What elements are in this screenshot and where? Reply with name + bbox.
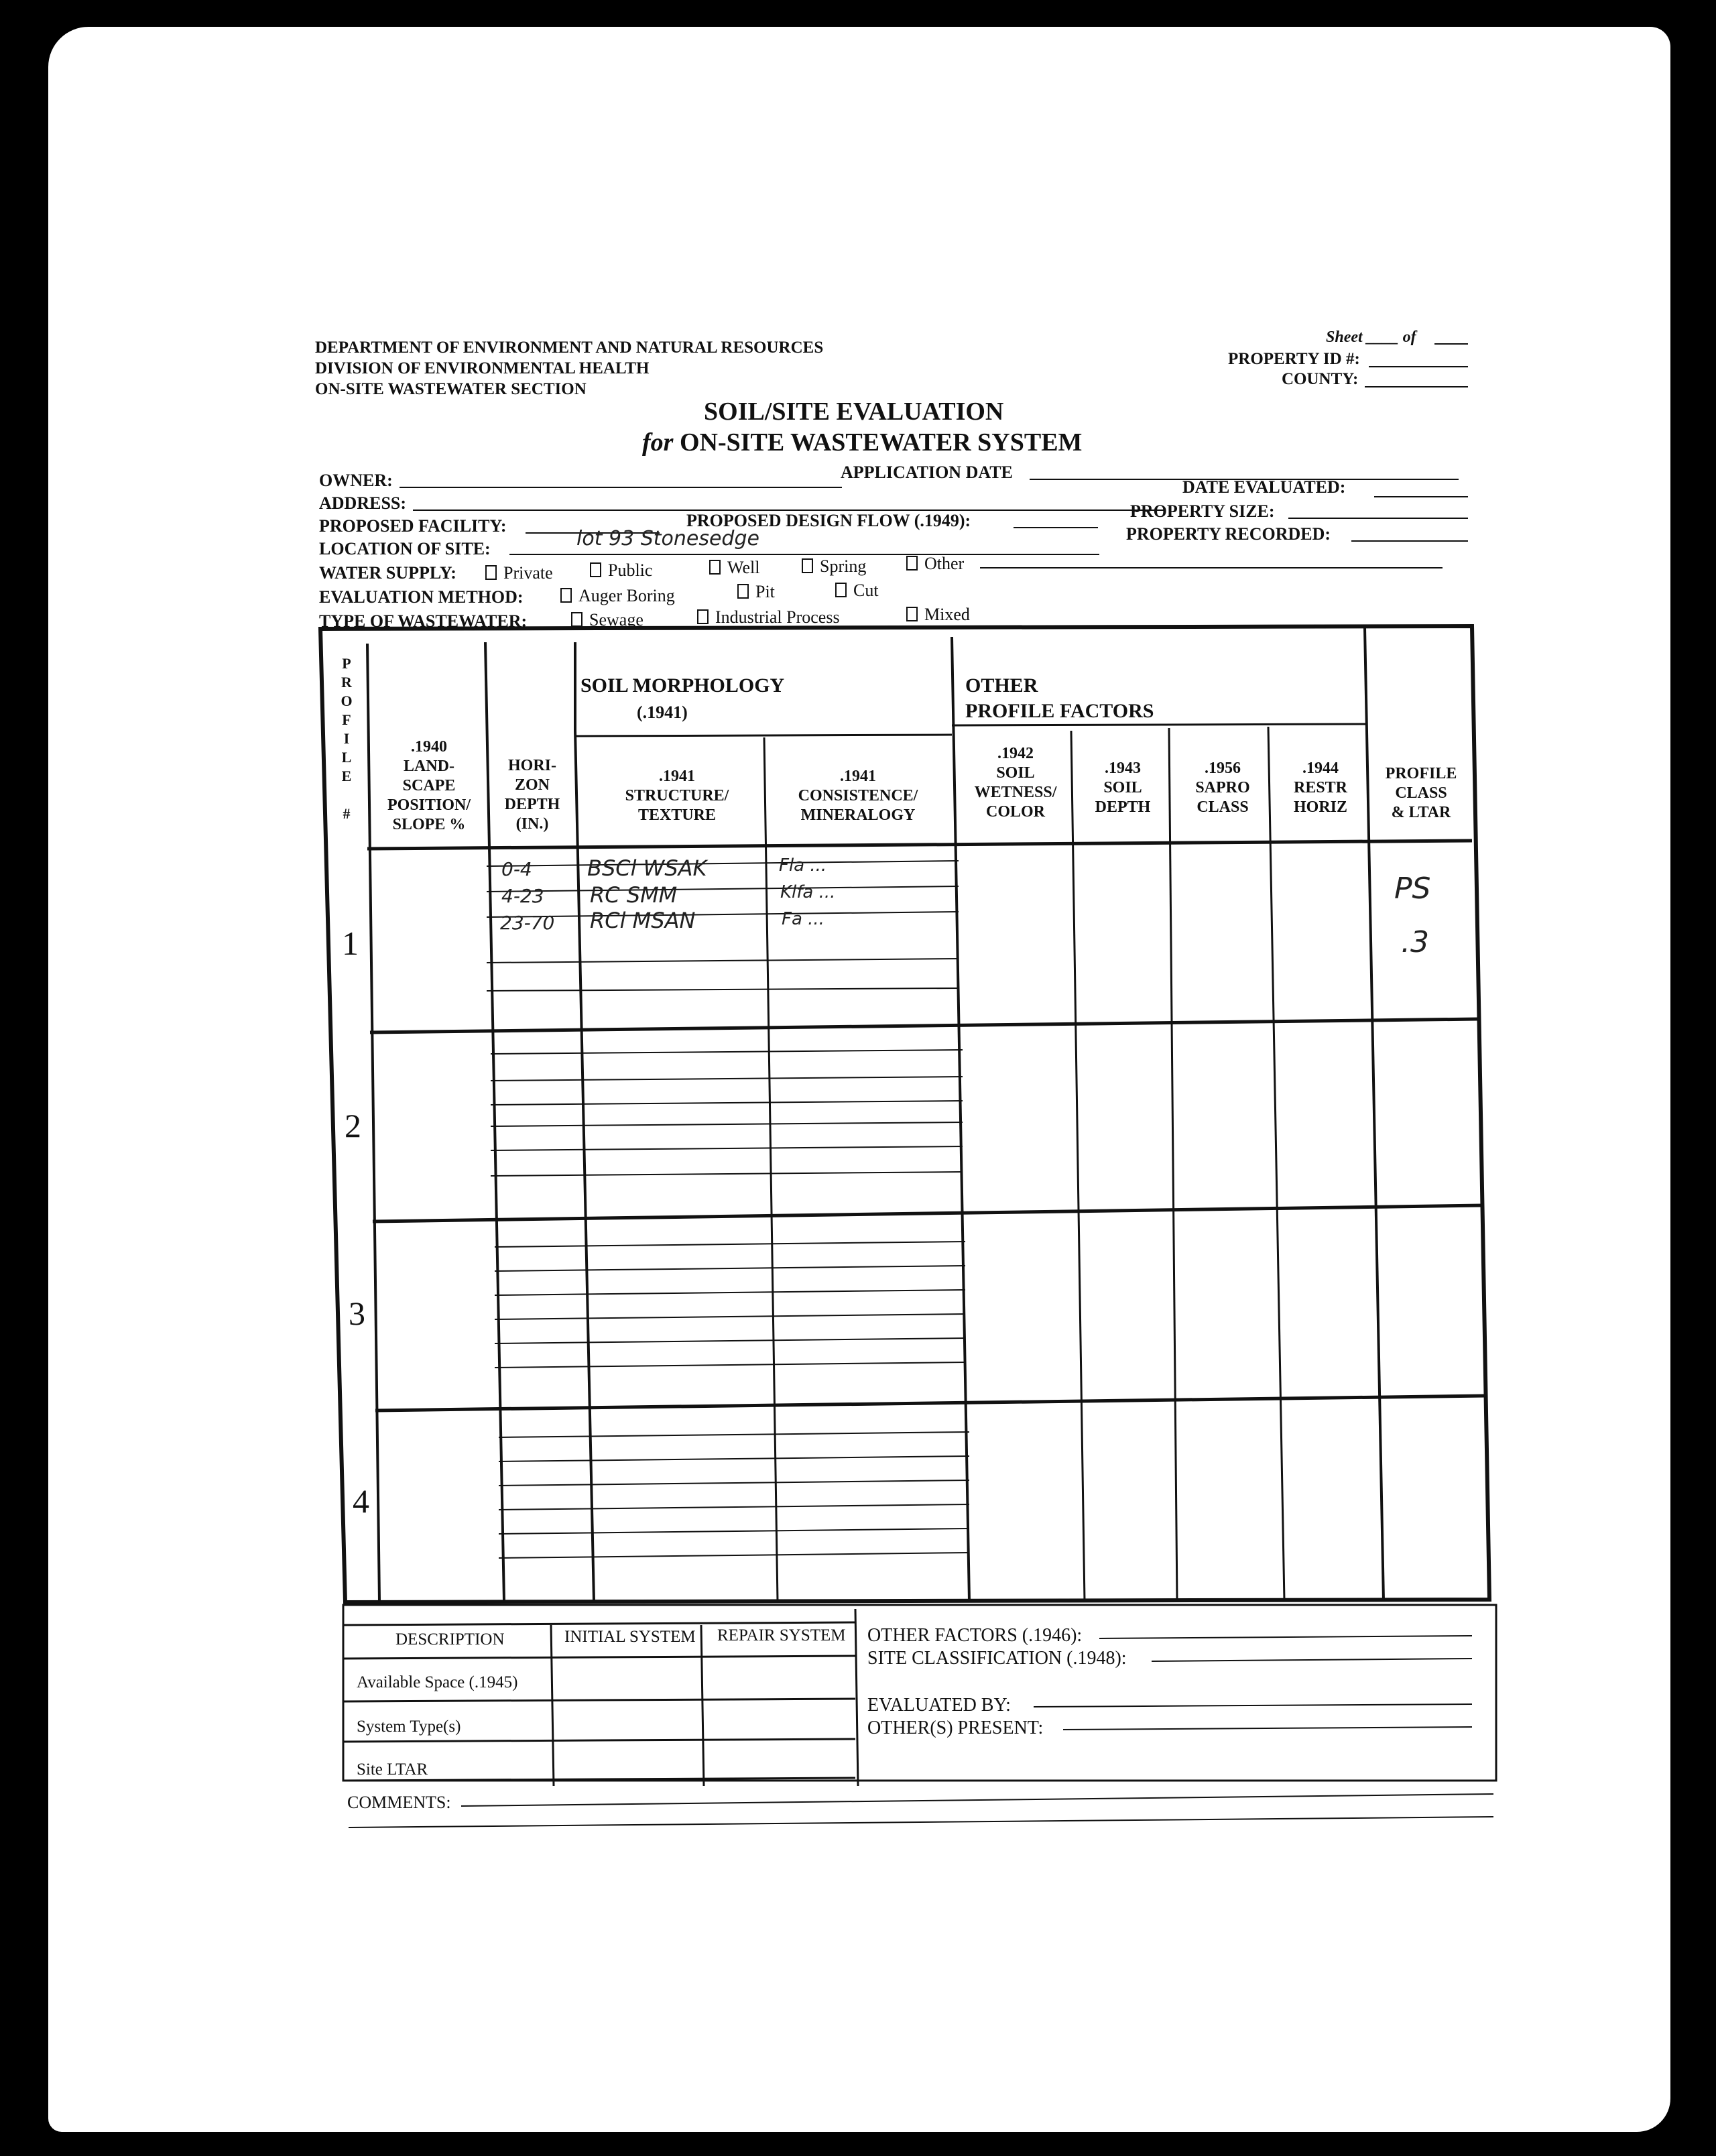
sheet-label: Sheet ____ of	[1326, 328, 1416, 346]
description-header: DESCRIPTION	[395, 1630, 505, 1649]
other-factors-label: OTHER FACTORS (.1946):	[867, 1625, 1083, 1646]
profile-ltar-value: .3	[1401, 925, 1429, 959]
water-supply-label: WATER SUPPLY:	[319, 563, 456, 583]
others-present-label: OTHER(S) PRESENT:	[867, 1718, 1044, 1738]
horizon-column-header: HORI- ZON DEPTH (IN.)	[504, 757, 560, 833]
eval-cut-text: Cut	[853, 581, 879, 600]
system-types-label: System Type(s)	[357, 1718, 461, 1736]
property-id-label: PROPERTY ID #:	[1228, 350, 1360, 368]
consistence-value-3: Fa ...	[782, 909, 824, 929]
sheet-text: Sheet	[1326, 328, 1363, 346]
proposed-facility-label: PROPOSED FACILITY:	[319, 516, 507, 536]
structure-value-2: RC SMM	[590, 882, 678, 908]
landscape-column-header: .1940 LAND- SCAPE POSITION/ SLOPE %	[387, 738, 471, 833]
application-date-label: APPLICATION DATE	[841, 463, 1013, 482]
ww-mixed-text: Mixed	[924, 605, 970, 624]
county-label: COUNTY:	[1282, 370, 1359, 388]
profile-column-header: P R O F I L E #	[341, 655, 353, 822]
water-well-text: Well	[727, 558, 760, 577]
profile-number-2: 2	[345, 1107, 361, 1144]
horizon-depth-2: 4-23	[501, 885, 544, 907]
water-private-text: Private	[503, 563, 553, 583]
wastewater-type-label: TYPE OF WASTEWATER:	[319, 611, 528, 631]
structure-texture-header: .1941 STRUCTURE/ TEXTURE	[625, 768, 729, 824]
profile-number-3: 3	[349, 1295, 365, 1332]
ww-industrial-text: Industrial Process	[715, 607, 840, 627]
water-public-text: Public	[608, 560, 653, 580]
dept-line-1: DEPARTMENT OF ENVIRONMENT AND NATURAL RESOURCES	[315, 339, 824, 357]
address-label: ADDRESS:	[319, 493, 407, 513]
initial-system-header: INITIAL SYSTEM	[564, 1628, 696, 1646]
site-classification-label: SITE CLASSIFICATION (.1948):	[867, 1648, 1127, 1669]
title-line-2: ON-SITE WASTEWATER SYSTEM	[679, 428, 1083, 457]
eval-auger-text: Auger Boring	[578, 586, 675, 605]
other-profile-factors-header: OTHER PROFILE FACTORS	[965, 674, 1154, 722]
owner-label: OWNER:	[319, 471, 393, 490]
available-space-label: Available Space (.1945)	[357, 1673, 518, 1691]
comments-label: COMMENTS:	[347, 1793, 451, 1812]
restr-horiz-header: .1944 RESTR HORIZ	[1293, 760, 1348, 816]
available-space-initial-cell[interactable]	[554, 1660, 701, 1699]
consistence-header: .1941 CONSISTENCE/ MINERALOGY	[798, 768, 918, 824]
eval-pit-text: Pit	[755, 582, 775, 601]
available-space-repair-cell[interactable]	[704, 1660, 855, 1699]
consistence-value-2: Klfa ...	[780, 882, 836, 902]
dept-line-3: ON-SITE WASTEWATER SECTION	[315, 380, 587, 398]
profile-number-1: 1	[342, 924, 359, 962]
property-size-label: PROPERTY SIZE:	[1130, 501, 1275, 521]
horizon-depth-1: 0-4	[501, 858, 532, 880]
structure-value-3: RCl MSAN	[590, 908, 696, 933]
property-recorded-label: PROPERTY RECORDED:	[1126, 524, 1331, 544]
water-spring-text: Spring	[820, 556, 867, 576]
evaluated-by-label: EVALUATED BY:	[867, 1695, 1011, 1716]
profile-class-value: PS	[1394, 872, 1431, 906]
soil-depth-header: .1943 SOIL DEPTH	[1095, 760, 1151, 816]
location-label: LOCATION OF SITE:	[319, 539, 491, 558]
ww-sewage-text: Sewage	[589, 610, 644, 630]
profile-number-4: 4	[353, 1482, 369, 1520]
soil-morphology-header: SOIL MORPHOLOGY	[580, 674, 785, 697]
design-flow-label: PROPOSED DESIGN FLOW (.1949):	[686, 511, 971, 530]
location-handwritten: lot 93 Stonesedge	[576, 527, 759, 550]
soil-wetness-header: .1942 SOIL WETNESS/ COLOR	[974, 745, 1057, 821]
evaluation-method-label: EVALUATION METHOD:	[319, 587, 524, 607]
sapro-class-header: .1956 SAPRO CLASS	[1195, 760, 1250, 816]
dept-line-2: DIVISION OF ENVIRONMENTAL HEALTH	[315, 359, 650, 377]
soil-morphology-code: (.1941)	[637, 703, 688, 722]
profile-class-header: PROFILE CLASS & LTAR	[1385, 765, 1457, 821]
form-title: SOIL/SITE EVALUATION	[704, 398, 1004, 426]
sheet-of-text: of	[1402, 328, 1416, 346]
horizon-depth-3: 23-70	[500, 912, 555, 934]
water-other-text: Other	[924, 554, 965, 573]
date-evaluated-label: DATE EVALUATED:	[1182, 477, 1346, 497]
repair-system-header: REPAIR SYSTEM	[717, 1626, 846, 1644]
consistence-value-1: Fla ...	[779, 855, 827, 876]
title-for: for	[642, 428, 674, 457]
structure-value-1: BSCl WSAK	[587, 855, 707, 881]
site-ltar-label: Site LTAR	[357, 1760, 428, 1779]
